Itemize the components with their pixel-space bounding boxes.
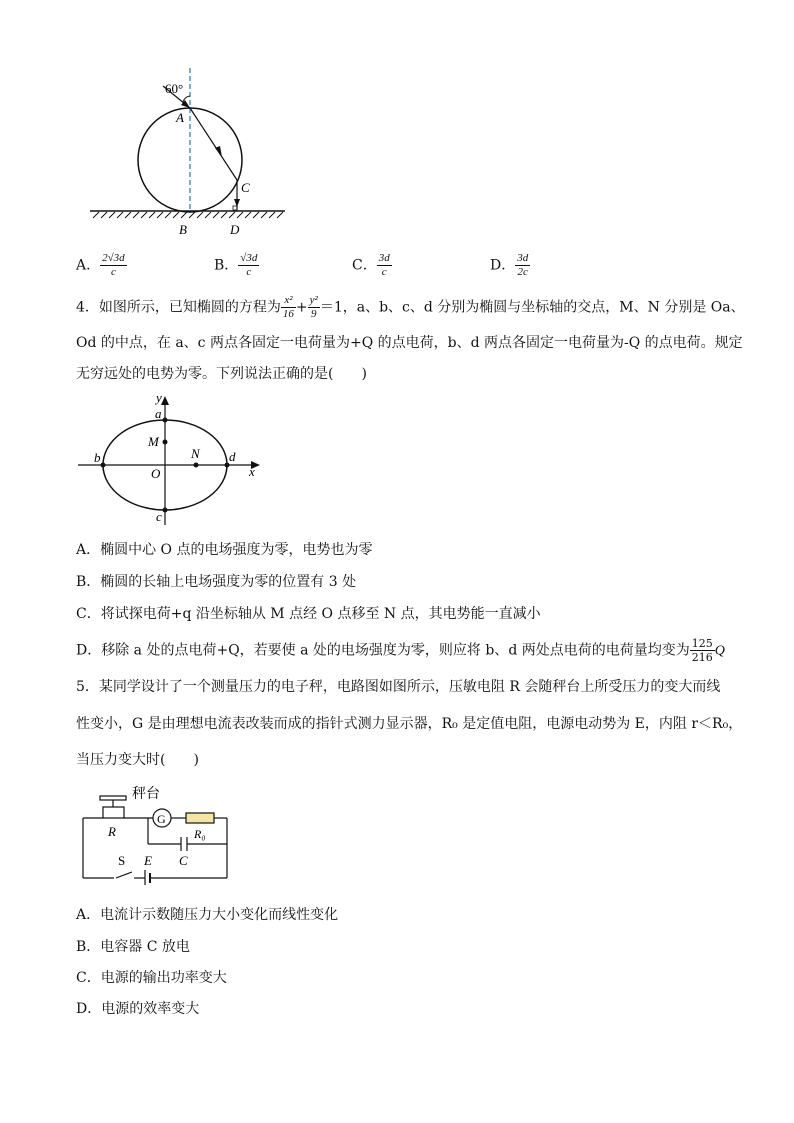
- platform-label: 秤台: [132, 787, 160, 802]
- label-b: B: [179, 222, 187, 237]
- fraction-denominator: c: [381, 266, 387, 278]
- label-d: D: [230, 222, 240, 237]
- q4-option-d: [76, 637, 725, 664]
- ellipse-figure: [70, 390, 270, 530]
- resistor-r-label: R: [108, 824, 116, 839]
- q4-option-c: C．将试探电荷+q 沿坐标轴从 M 点经 O 点移至 N 点，其电势能一直减小: [76, 606, 541, 622]
- q4-option-d-text: D．移除 a 处的点电荷+Q，若要使 a 处的电场强度为零，则应将 b、d 两处点电荷的电荷量均变为: [76, 642, 690, 659]
- axis-x-label: x: [249, 464, 255, 479]
- resistor-r0-label: R₀: [194, 827, 206, 841]
- eq-numerator-1: x²: [281, 294, 296, 308]
- point-c-label: c: [156, 509, 162, 524]
- point-b-label: b: [94, 450, 101, 465]
- q3-option-c: [352, 252, 392, 279]
- q5-option-b: B．电容器 C 放电: [76, 939, 190, 955]
- q3-option-a: [76, 252, 127, 279]
- angle-label: 60°: [165, 81, 184, 96]
- fraction-numerator: 2√3d: [102, 252, 125, 264]
- option-letter: D．: [490, 257, 516, 274]
- q4-line-2: Od 的中点，在 a、c 两点各固定一电荷量为+Q 的点电荷，b、d 两点各固定一电荷量为-Q 的点电荷。规定: [76, 335, 743, 351]
- switch-label: S: [118, 853, 126, 868]
- point-d-label: d: [229, 449, 236, 464]
- q3-option-b: [214, 252, 259, 279]
- origin-label: O: [151, 466, 161, 481]
- point-m-label: M: [148, 434, 159, 449]
- axis-y-label: y: [156, 390, 162, 405]
- fraction-denominator: 216: [691, 651, 713, 664]
- option-letter: C．: [352, 257, 377, 274]
- point-n-label: N: [191, 446, 200, 461]
- label-a: A: [176, 110, 184, 125]
- fraction-numerator: 3d: [378, 252, 390, 264]
- q5-option-a: A．电流计示数随压力大小变化而线性变化: [76, 907, 339, 923]
- option-letter: A．: [76, 257, 101, 274]
- q4-text-a: 4．如图所示，已知椭圆的方程为: [76, 299, 281, 316]
- q4-line-3: 无穷远处的电势为零。下列说法正确的是( ): [76, 366, 367, 382]
- charge-symbol: Q: [714, 643, 725, 659]
- q4-option-b: B．椭圆的长轴上电场强度为零的位置有 3 处: [76, 574, 357, 590]
- galvanometer-label: G: [157, 812, 166, 826]
- point-a-label: a: [155, 406, 162, 421]
- q4-option-a: A．椭圆中心 O 点的电场强度为零，电势也为零: [76, 542, 373, 558]
- fraction-denominator: 2c: [517, 266, 528, 278]
- light-ray-figure: [85, 60, 295, 240]
- q4-line-1: 4．如图所示，已知椭圆的方程为 $\frac{\text{x²}}{16}$ + $\frac{\text{y²}}{9}$ ＝1，a、b、c、d 分别为椭圆与坐标轴的交点，M、N 分别是 Oa、: [76, 294, 745, 320]
- option-letter: B．: [214, 257, 239, 274]
- fraction-denominator: c: [246, 266, 252, 278]
- fraction-numerator: 125: [691, 637, 713, 650]
- q5-line-1: 5．某同学设计了一个测量压力的电子秤，电路图如图所示，压敏电阻 R 会随秤台上所受压力的变大而线: [76, 679, 721, 695]
- battery-label: E: [144, 853, 152, 868]
- q5-line-3: 当压力变大时( ): [76, 752, 199, 768]
- q5-option-c: C．电源的输出功率变大: [76, 970, 227, 986]
- label-c: C: [241, 180, 250, 195]
- eq-numerator-2: y²: [309, 294, 318, 306]
- fraction-denominator: c: [110, 266, 116, 278]
- eq-denominator-2: 9: [311, 308, 317, 320]
- q5-line-2: 性变小，G 是由理想电流表改装而成的指针式测力显示器，R₀ 是定值电阻，电源电动势为 E，内阻 r＜R₀，: [76, 716, 743, 732]
- eq-denominator-1: 16: [282, 308, 294, 320]
- fraction-numerator: 3d: [517, 252, 529, 264]
- q5-option-d: D．电源的效率变大: [76, 1001, 200, 1017]
- capacitor-label: C: [179, 853, 188, 868]
- fraction-numerator: √3d: [240, 252, 258, 264]
- q4-text-b: ＝1，a、b、c、d 分别为椭圆与坐标轴的交点，M、N 分别是 Oa、: [319, 299, 745, 316]
- circuit-figure: [78, 785, 238, 885]
- q3-option-d: [490, 252, 530, 279]
